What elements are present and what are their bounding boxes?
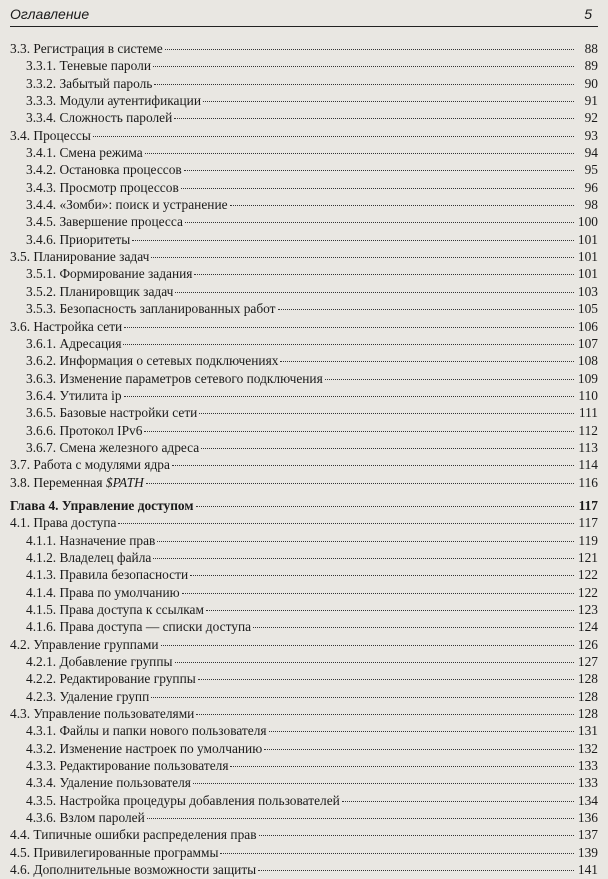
- toc-entry-title: 4.3.4. Удаление пользователя: [26, 775, 191, 791]
- toc-entry-page: 101: [577, 266, 598, 282]
- dot-leader: [220, 853, 574, 854]
- toc-entry: [10, 265, 598, 282]
- toc-entry-page: 113: [578, 439, 598, 455]
- toc-entry-title: 3.4.2. Остановка процессов: [26, 162, 182, 178]
- table-of-contents: [10, 40, 598, 879]
- toc-entry-title: 4.3. Управление пользователями: [10, 706, 195, 722]
- toc-entry-page: 122: [577, 567, 598, 583]
- toc-entry: [10, 40, 598, 57]
- toc-entry: [10, 404, 598, 421]
- toc-entry-page: 121: [577, 549, 598, 565]
- toc-entry: [10, 248, 598, 265]
- dot-leader: [124, 396, 574, 397]
- toc-entry-title: 4.4. Типичные ошибки распределения прав: [10, 827, 257, 843]
- toc-entry: [10, 213, 598, 230]
- toc-chapter-entry: [10, 497, 598, 514]
- toc-entry: [10, 179, 598, 196]
- toc-entry-page: 114: [578, 457, 598, 473]
- toc-entry-title: 4.1.5. Права доступа к ссылкам: [26, 602, 204, 617]
- toc-entry-title: 4.3.1. Файлы и папки нового пользователя: [26, 723, 267, 739]
- toc-entry-page: 90: [584, 75, 598, 91]
- dot-leader: [144, 431, 574, 432]
- toc-entry: [10, 474, 598, 491]
- dot-leader: [132, 240, 574, 241]
- toc-entry-title: 3.8. Переменная $PATH: [10, 474, 144, 490]
- dot-leader: [165, 49, 574, 50]
- toc-entry-title: 4.1.2. Владелец файла: [26, 549, 152, 565]
- toc-entry-page: 134: [577, 792, 598, 808]
- toc-entry-page: 128: [577, 688, 598, 704]
- dot-leader: [230, 766, 574, 767]
- toc-entry-title: 3.6.3. Изменение параметров сетевого подключения: [26, 370, 323, 386]
- toc-entry: [10, 722, 598, 739]
- toc-entry-title: 3.6.1. Адресация: [26, 335, 122, 351]
- toc-entry-page: 103: [577, 283, 598, 299]
- dot-leader: [157, 541, 574, 542]
- toc-entry-page: 101: [577, 231, 598, 247]
- dot-leader: [172, 465, 574, 466]
- header-title: Оглавление: [10, 6, 90, 22]
- toc-entry-title: 4.3.3. Редактирование пользователя: [26, 758, 229, 774]
- toc-entry: [10, 318, 598, 335]
- toc-entry: [10, 75, 598, 92]
- dot-leader: [203, 101, 574, 102]
- toc-entry: [10, 439, 598, 456]
- toc-entry-page: 98: [584, 197, 598, 213]
- dot-leader: [193, 783, 574, 784]
- toc-entry-page: 88: [584, 41, 598, 56]
- toc-entry-title: 4.3.2. Изменение настроек по умолчанию: [26, 740, 263, 756]
- toc-entry-page: 137: [577, 827, 598, 843]
- dot-leader: [124, 327, 574, 328]
- toc-entry-title: 4.2.2. Редактирование группы: [26, 671, 196, 687]
- dot-leader: [181, 188, 574, 189]
- toc-entry-title: 3.6.7. Смена железного адреса: [26, 439, 200, 455]
- toc-entry-title: 4.2.1. Добавление группы: [26, 654, 173, 670]
- toc-entry-title: 3.3.1. Теневые пароли: [26, 58, 151, 74]
- toc-entry: [10, 688, 598, 705]
- toc-entry-title: 3.4.5. Завершение процесса: [26, 214, 183, 230]
- toc-entry: [10, 161, 598, 178]
- toc-entry-page: 105: [577, 301, 598, 317]
- toc-entry-title: 4.6. Дополнительные возможности защиты: [10, 862, 257, 878]
- dot-leader: [174, 118, 574, 119]
- toc-entry: [10, 826, 598, 843]
- toc-entry-page: 106: [577, 318, 598, 334]
- dot-leader: [264, 749, 574, 750]
- dot-leader: [147, 818, 574, 819]
- toc-entry: [10, 335, 598, 352]
- toc-entry-page: 119: [578, 532, 598, 548]
- toc-entry-page: 128: [577, 706, 598, 722]
- toc-entry-page: 133: [577, 758, 598, 774]
- toc-entry-page: 123: [577, 602, 598, 617]
- toc-entry-page: 110: [578, 387, 598, 403]
- toc-entry-page: 94: [584, 145, 598, 161]
- toc-entry-title: 3.4.4. «Зомби»: поиск и устранение: [26, 197, 228, 213]
- toc-entry-title: 3.6.4. Утилита ip: [26, 387, 122, 403]
- toc-entry: [10, 584, 598, 601]
- toc-entry-page: 128: [577, 671, 598, 687]
- toc-entry-page: 132: [577, 740, 598, 756]
- toc-entry-title: 4.1.6. Права доступа — списки доступа: [26, 619, 252, 635]
- toc-entry-page: 96: [584, 179, 598, 195]
- toc-entry-title: 3.5.3. Безопасность запланированных работ: [26, 301, 276, 317]
- toc-entry: [10, 757, 598, 774]
- toc-entry: [10, 514, 598, 531]
- toc-entry-title: 3.6.6. Протокол IPv6: [26, 422, 143, 438]
- toc-entry: [10, 861, 598, 878]
- toc-entry-title: 3.4. Процессы: [10, 127, 91, 143]
- toc-entry: [10, 283, 598, 300]
- toc-entry: [10, 653, 598, 670]
- toc-entry: [10, 549, 598, 566]
- toc-entry-page: 124: [577, 619, 598, 635]
- dot-leader: [196, 714, 574, 715]
- toc-entry-title: 3.4.1. Смена режима: [26, 145, 143, 161]
- toc-entry-title: 3.5.2. Планировщик задач: [26, 283, 174, 299]
- toc-entry: [10, 196, 598, 213]
- dot-leader: [118, 523, 574, 524]
- toc-entry-title: 4.1.4. Права по умолчанию: [26, 584, 180, 600]
- dot-leader: [325, 379, 574, 380]
- toc-entry: [10, 370, 598, 387]
- dot-leader: [182, 593, 574, 594]
- dot-leader: [190, 575, 574, 576]
- dot-leader: [153, 558, 574, 559]
- toc-entry-page: 111: [578, 405, 598, 421]
- dot-leader: [184, 170, 574, 171]
- toc-entry-page: 91: [584, 93, 598, 109]
- toc-entry: [10, 566, 598, 583]
- toc-entry: [10, 601, 598, 618]
- dot-leader: [201, 448, 574, 449]
- toc-entry: [10, 792, 598, 809]
- toc-entry-page: 139: [577, 844, 598, 860]
- toc-entry-title: 3.6. Настройка сети: [10, 318, 123, 334]
- dot-leader: [153, 66, 574, 67]
- dot-leader: [196, 506, 575, 507]
- toc-entry-title: 4.3.5. Настройка процедуры добавления пользователей: [26, 792, 340, 808]
- toc-entry-title: 4.3.6. Взлом паролей: [26, 810, 145, 826]
- dot-leader: [145, 153, 574, 154]
- toc-entry-title: 3.3.4. Сложность паролей: [26, 110, 173, 126]
- toc-entry: [10, 809, 598, 826]
- dot-leader: [259, 835, 574, 836]
- toc-entry-title: 4.2. Управление группами: [10, 636, 159, 652]
- toc-entry: [10, 127, 598, 144]
- toc-entry: [10, 422, 598, 439]
- dot-leader: [161, 645, 574, 646]
- toc-entry-title: 3.5. Планирование задач: [10, 249, 150, 265]
- dot-leader: [269, 731, 574, 732]
- dot-leader: [198, 679, 574, 680]
- toc-entry: [10, 844, 598, 861]
- dot-leader: [206, 610, 574, 611]
- toc-entry-page: 126: [577, 636, 598, 652]
- toc-entry-title: 4.5. Привилегированные программы: [10, 844, 219, 860]
- dot-leader: [199, 413, 574, 414]
- toc-entry-title: 3.4.3. Просмотр процессов: [26, 179, 179, 195]
- dot-leader: [175, 292, 574, 293]
- dot-leader: [258, 870, 574, 871]
- toc-entry-page: 108: [577, 353, 598, 369]
- dot-leader: [93, 136, 574, 137]
- dot-leader: [280, 361, 574, 362]
- toc-entry-page: 95: [584, 162, 598, 178]
- dot-leader: [230, 205, 574, 206]
- toc-entry-title: 3.6.2. Информация о сетевых подключениях: [26, 353, 279, 369]
- toc-entry-title: Глава 4. Управление доступом: [10, 497, 194, 513]
- toc-entry-title: 3.6.5. Базовые настройки сети: [26, 405, 198, 421]
- dot-leader: [194, 274, 574, 275]
- dot-leader: [151, 257, 574, 258]
- toc-entry: [10, 231, 598, 248]
- dot-leader: [175, 662, 575, 663]
- dot-leader: [123, 344, 574, 345]
- toc-entry: [10, 774, 598, 791]
- toc-entry-title: 4.1.3. Правила безопасности: [26, 567, 189, 583]
- toc-entry: [10, 109, 598, 126]
- toc-entry: [10, 92, 598, 109]
- toc-entry-title: 4.1. Права доступа: [10, 515, 117, 531]
- toc-entry-page: 89: [584, 58, 598, 74]
- toc-entry: [10, 456, 598, 473]
- toc-entry-title: 3.4.6. Приоритеты: [26, 231, 131, 247]
- toc-entry-page: 93: [584, 127, 598, 143]
- toc-entry: [10, 387, 598, 404]
- toc-entry-page: 100: [577, 214, 598, 230]
- toc-entry: [10, 705, 598, 722]
- toc-entry-title: 3.3.3. Модули аутентификации: [26, 93, 201, 109]
- toc-entry: [10, 532, 598, 549]
- toc-entry-page: 136: [577, 810, 598, 826]
- toc-entry-title: 3.7. Работа с модулями ядра: [10, 457, 170, 473]
- toc-entry-page: 141: [577, 862, 598, 878]
- toc-entry: [10, 300, 598, 317]
- toc-entry-title: 3.3. Регистрация в системе: [10, 41, 163, 56]
- toc-entry-page: 131: [577, 723, 598, 739]
- toc-entry-page: 101: [577, 249, 598, 265]
- toc-entry-page: 107: [577, 335, 598, 351]
- dot-leader: [278, 309, 574, 310]
- toc-entry-page: 117: [578, 497, 598, 513]
- toc-entry: [10, 636, 598, 653]
- toc-entry-page: 122: [577, 584, 598, 600]
- dot-leader: [146, 483, 574, 484]
- toc-entry: [10, 352, 598, 369]
- toc-entry-page: 109: [577, 370, 598, 386]
- dot-leader: [253, 627, 574, 628]
- toc-entry-title: 3.3.2. Забытый пароль: [26, 75, 153, 91]
- toc-entry: [10, 618, 598, 635]
- toc-entry-page: 117: [578, 515, 598, 531]
- toc-entry: [10, 144, 598, 161]
- toc-entry: [10, 740, 598, 757]
- dot-leader: [151, 697, 574, 698]
- toc-entry-page: 112: [578, 422, 598, 438]
- dot-leader: [154, 84, 574, 85]
- toc-entry-title: 4.2.3. Удаление групп: [26, 688, 150, 704]
- toc-entry-page: 133: [577, 775, 598, 791]
- dot-leader: [342, 801, 574, 802]
- toc-entry-page: 92: [584, 110, 598, 126]
- toc-entry: [10, 670, 598, 687]
- toc-entry-page: 127: [577, 654, 598, 670]
- toc-entry: [10, 57, 598, 74]
- page-header: [10, 4, 598, 27]
- toc-entry-page: 116: [578, 474, 598, 490]
- toc-entry-title: 4.1.1. Назначение прав: [26, 532, 156, 548]
- dot-leader: [185, 222, 574, 223]
- toc-entry-title: 3.5.1. Формирование задания: [26, 266, 193, 282]
- header-page-number: 5: [584, 6, 592, 22]
